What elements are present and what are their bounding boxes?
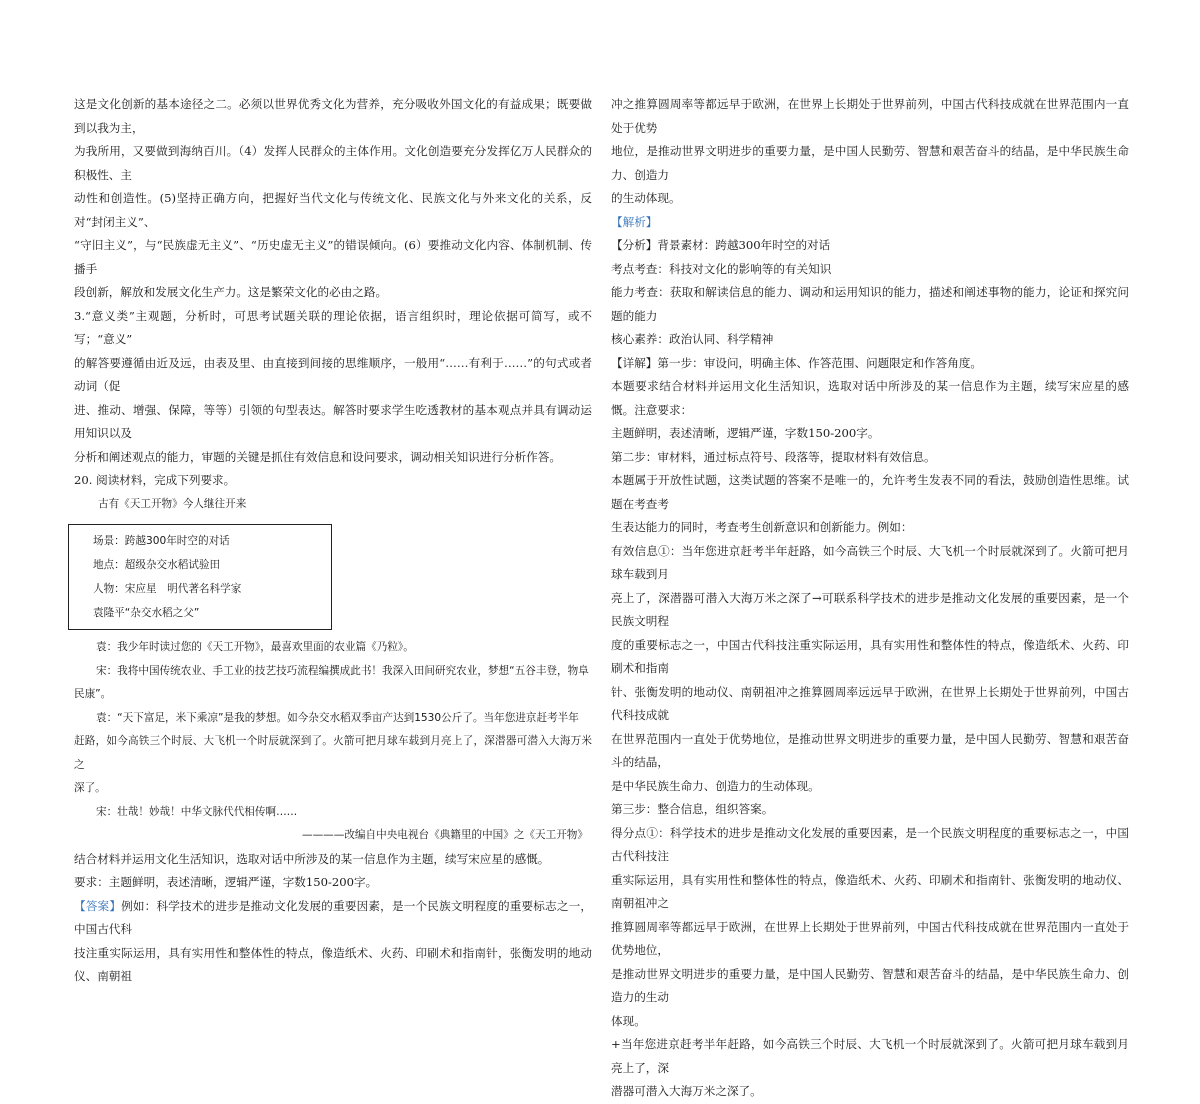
box-line-yuan: 袁隆平“杂交水稻之父”	[93, 607, 200, 619]
analysis-line: 度的重要标志之一，中国古代科技注重实际运用，具有实用性和整体性的特点，像造纸术、火药、印刷术和指南	[611, 637, 1129, 675]
scene-box	[68, 524, 332, 630]
intro-paragraph	[74, 93, 592, 305]
text-line: 3.“意义类”主观题，分析时，可思考试题关联的理论依据，语言组织时，理论依据可简写，或不写；“意义”	[74, 308, 592, 346]
dialogue-line: 袁：“天下富足，米下乘凉”是我的梦想。如今杂交水稻双季亩产达到1530公斤了。当年您进京赶考半年	[96, 711, 579, 724]
box-line-scene: 场景：跨越300年时空的对话	[93, 535, 230, 547]
point-3-paragraph	[74, 305, 592, 470]
text-line: 分析和阐述观点的能力，审题的关键是抓住有效信息和设问要求，调动相关知识进行分析作答。	[74, 449, 561, 464]
text-line: 这是文化创新的基本途径之二。必须以世界优秀文化为营养，充分吸收外国文化的有益成果；既要做到以我为主，	[74, 97, 592, 135]
dialogue-line: 民康”。	[74, 688, 112, 700]
analysis-line: 【详解】第一步：审设问，明确主体、作答范围、问题限定和作答角度。	[611, 355, 983, 370]
text-line: 的解答要遵循由近及远，由表及里、由直接到间接的思维顺序，一般用“……有利于……”的句式或者动词（促	[74, 355, 592, 393]
answer-line: 技注重实际运用，具有实用性和整体性的特点，像造纸术、火药、印刷术和指南针，张衡发明的地动仪、南朝祖	[74, 945, 592, 983]
task-line: 结合材料并运用文化生活知识，选取对话中所涉及的某一信息作为主题，续写宋应星的感慨。	[74, 851, 550, 866]
analysis-line: 第三步：整合信息，组织答案。	[611, 802, 774, 816]
answer-tag: 【答案】	[74, 898, 122, 913]
answer-line	[74, 895, 592, 942]
right-column	[611, 93, 1129, 1104]
analysis-line: 推算圆周率等都远早于欧洲，在世界上长期处于世界前列，中国古代科技成就在世界范围内一直处于优势地位，	[611, 919, 1129, 957]
answer-continued-line: 冲之推算圆周率等都远早于欧洲，在世界上长期处于世界前列，中国古代科技成就在世界范围内一直处于优势	[611, 97, 1129, 135]
text-line: “守旧主义”，与“民族虚无主义”、“历史虚无主义”的错误倾向。(6）要推动文化内容、体制机制、传播手	[74, 238, 592, 276]
answer-text: 例如：科学技术的进步是推动文化发展的重要因素，是一个民族文明程度的重要标志之一，中国古代科	[74, 898, 592, 936]
text-line: 为我所用，又要做到海纳百川。（4）发挥人民群众的主体作用。文化创造要充分发挥亿万人民群众的积极性、主	[74, 144, 592, 182]
left-column	[74, 93, 592, 989]
analysis-line: 有效信息①：当年您进京赶考半年赶路，如今高铁三个时辰、大飞机一个时辰就深到了。火箭可把月球车载到月	[611, 543, 1129, 581]
analysis-line: 第二步：审材料，通过标点符号、段落等，提取材料有效信息。	[611, 449, 936, 464]
source-citation: ————改编自中央电视台《典籍里的中国》之《天工开物》	[301, 829, 588, 841]
analysis-line: 体现。	[611, 1013, 646, 1028]
box-line-people: 人物：宋应星 明代著名科学家	[93, 583, 242, 595]
analysis-line: 亮上了，深潜器可潜入大海万米之深了→可联系科学技术的进步是推动文化发展的重要因素，是一个民族文明程	[611, 590, 1129, 628]
analysis-line: 【分析】背景素材：跨越300年时空的对话	[611, 238, 831, 252]
dialogue	[74, 636, 592, 848]
dialogue-line: 宋：壮哉！妙哉！中华文脉代代相传啊……	[96, 805, 298, 818]
analysis-line: 潜器可潜入大海万米之深了。	[611, 1084, 762, 1098]
dialogue-line: 深了。	[74, 782, 106, 794]
text-line: 动性和创造性。(5)坚持正确方向，把握好当代文化与传统文化、民族文化与外来文化的关系，反对“封闭主义”、	[74, 191, 592, 229]
question-20-heading: 20. 阅读材料，完成下列要求。	[74, 473, 236, 487]
analysis-line: 生表达能力的同时，考查考生创新意识和创新能力。例如：	[611, 520, 913, 534]
material-title: 古有《天工开物》今人继往开来	[98, 497, 247, 510]
requirement-line: 要求：主题鲜明，表述清晰，逻辑严谨，字数150-200字。	[74, 875, 378, 889]
analysis-line: 在世界范围内一直处于优势地位，是推动世界文明进步的重要力量，是中国人民勤劳、智慧和艰苦奋斗的结晶，	[611, 731, 1129, 769]
dialogue-line: 赶路，如今高铁三个时辰、大飞机一个时辰就深到了。火箭可把月球车载到月亮上了，深潜器可潜入大海万米之	[74, 735, 592, 771]
analysis-line: 是推动世界文明进步的重要力量，是中国人民勤劳、智慧和艰苦奋斗的结晶，是中华民族生命力、创造力的生动	[611, 966, 1129, 1004]
analysis-tag: 【解析】	[611, 214, 658, 229]
dialogue-line: 宋：我将中国传统农业、手工业的技艺技巧流程编撰成此书！我深入田间研究农业，梦想“五谷丰登，物阜	[96, 664, 589, 677]
analysis-line: 主题鲜明，表述清晰，逻辑严谨，字数150-200字。	[611, 426, 880, 440]
dialogue-line: 袁：我少年时读过您的《天工开物》，最喜欢里面的农业篇《乃粒》。	[96, 641, 414, 653]
answer-continued-line: 的生动体现。	[611, 191, 681, 205]
analysis-line: 本题属于开放性试题，这类试题的答案不是唯一的，允许考生发表不同的看法，鼓励创造性思维。试题在考查考	[611, 473, 1129, 511]
answer-continued-line: 地位，是推动世界文明进步的重要力量，是中国人民勤劳、智慧和艰苦奋斗的结晶，是中华民族生命力、创造力	[611, 144, 1129, 182]
box-line-place: 地点：超级杂交水稻试验田	[93, 559, 221, 571]
analysis-line: 核心素养：政治认同、科学精神	[611, 332, 774, 346]
analysis-line: 是中华民族生命力、创造力的生动体现。	[611, 778, 820, 793]
analysis-line: 能力考查：获取和解读信息的能力、调动和运用知识的能力，描述和阐述事物的能力，论证和探究问题的能力	[611, 285, 1129, 323]
text-line: 段创新，解放和发展文化生产力。这是繁荣文化的必由之路。	[74, 285, 388, 299]
analysis-line: 考点考查：科技对文化的影响等的有关知识	[611, 261, 832, 276]
analysis-line: 重实际运用，具有实用性和整体性的特点，像造纸术、火药、印刷术和指南针、张衡发明的地动仪、南朝祖冲之	[611, 872, 1129, 910]
analysis-line: 本题要求结合材料并运用文化生活知识，选取对话中所涉及的某一信息作为主题，续写宋应星的感慨。注意要求：	[611, 379, 1129, 417]
analysis-line: 针、张衡发明的地动仪、南朝祖冲之推算圆周率远远早于欧洲，在世界上长期处于世界前列，中国古代科技成就	[611, 684, 1129, 722]
analysis-line: 得分点①：科学技术的进步是推动文化发展的重要因素，是一个民族文明程度的重要标志之一，中国古代科技注	[611, 825, 1129, 863]
text-line: 进、推动、增强、保障，等等）引领的句型表达。解答时要求学生吃透教材的基本观点并具有调动运用知识以及	[74, 402, 592, 440]
analysis-line: +当年您进京赶考半年赶路，如今高铁三个时辰、大飞机一个时辰就深到了。火箭可把月球车载到月亮上了，深	[611, 1037, 1129, 1075]
